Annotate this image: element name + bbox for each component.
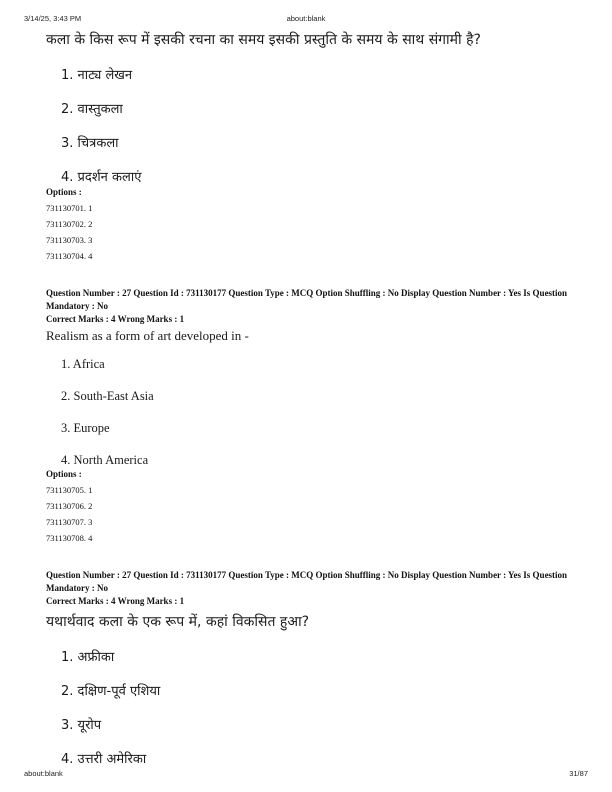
option-3: 3. यूरोप — [61, 718, 102, 733]
page-number: 31/87 — [569, 769, 588, 778]
option-id-3: 731130703. 3 — [46, 235, 93, 245]
option-id-2: 731130706. 2 — [46, 501, 93, 511]
option-2: 2. दक्षिण-पूर्व एशिया — [61, 684, 161, 699]
option-2: 2. South-East Asia — [61, 389, 154, 403]
option-id-2: 731130702. 2 — [46, 219, 93, 229]
option-4: 4. उत्तरी अमेरिका — [61, 752, 147, 767]
question-text-hindi-2: यथार्थवाद कला के एक रूप में, कहां विकसित हुआ? — [46, 614, 310, 630]
question-meta: Question Number : 27 Question Id : 731130177 Question Type : MCQ Option Shuffling : No Display Question Number : Yes Is Question Mandatory : No — [46, 570, 568, 593]
option-1: 1. नाट्य लेखन — [61, 68, 133, 83]
marks-info: Correct Marks : 4 Wrong Marks : 1 — [46, 596, 185, 606]
option-id-4: 731130704. 4 — [46, 251, 93, 261]
options-label: Options : — [46, 469, 82, 479]
option-1: 1. अफ्रीका — [61, 650, 115, 665]
option-3: 3. चित्रकला — [61, 136, 119, 151]
option-id-1: 731130705. 1 — [46, 485, 93, 495]
option-id-1: 731130701. 1 — [46, 203, 93, 213]
options-label: Options : — [46, 187, 82, 197]
option-4: 4. प्रदर्शन कलाएं — [61, 170, 142, 185]
print-url-footer: about:blank — [24, 769, 63, 778]
option-4: 4. North America — [61, 453, 149, 467]
print-datetime: 3/14/25, 3:43 PM — [24, 14, 82, 23]
option-3: 3. Europe — [61, 421, 110, 435]
question-meta: Question Number : 27 Question Id : 731130177 Question Type : MCQ Option Shuffling : No Display Question Number : Yes Is Question Mandatory : No — [46, 288, 568, 311]
question-text-hindi-1: कला के किस रूप में इसकी रचना का समय इसकी प्रस्तुति के समय के साथ संगामी है? — [46, 32, 481, 48]
option-1: 1. Africa — [61, 357, 105, 371]
print-url-header: about:blank — [286, 14, 326, 23]
option-id-3: 731130707. 3 — [46, 517, 93, 527]
option-2: 2. वास्तुकला — [61, 102, 123, 117]
option-id-4: 731130708. 4 — [46, 533, 93, 543]
question-text-english: Realism as a form of art developed in - — [46, 328, 249, 343]
marks-info: Correct Marks : 4 Wrong Marks : 1 — [46, 314, 185, 324]
